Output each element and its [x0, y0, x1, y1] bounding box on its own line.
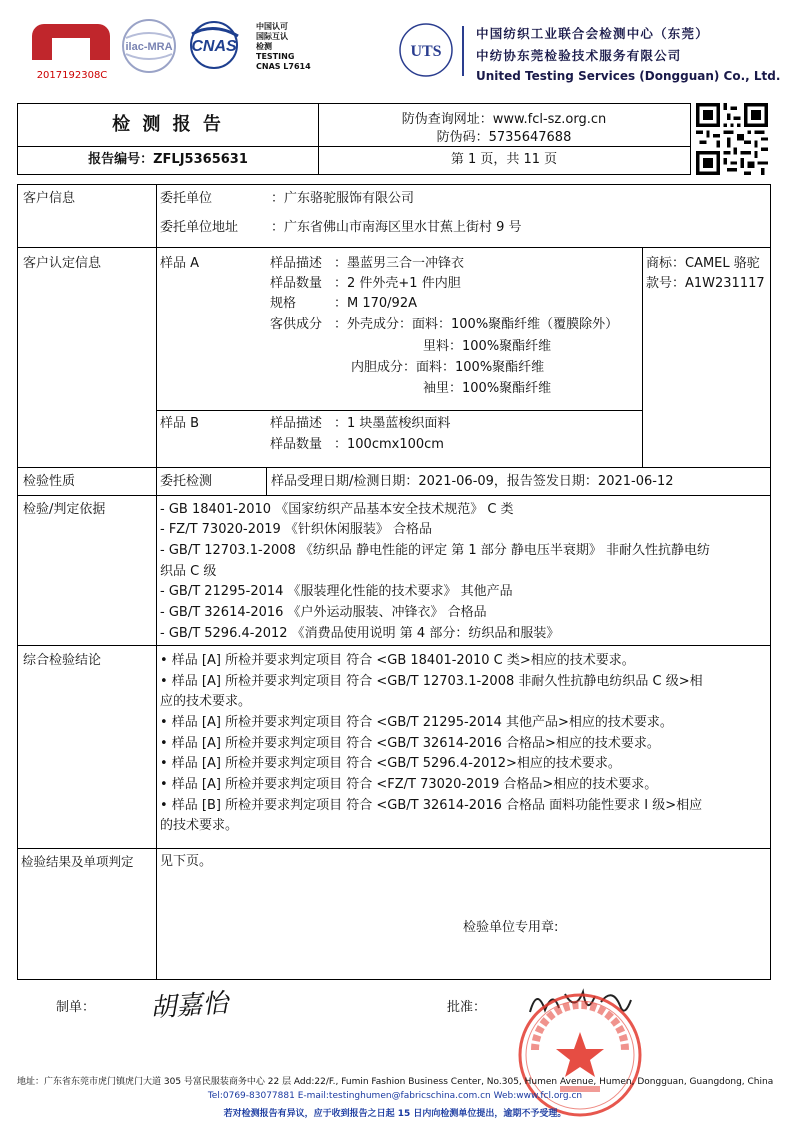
sample-a-desc-label: 样品描述	[270, 256, 323, 271]
basis-line: - GB/T 32614-2016 《户外运动服装、冲锋衣》 合格品	[160, 605, 487, 620]
section-inspection-basis: 检验/判定依据	[23, 502, 106, 517]
footer-notice: 若对检测报告有异议，应于收到报告之日起 15 日内向检测单位提出，逾期不予受理。	[223, 1109, 567, 1119]
cnas-logo	[180, 20, 248, 70]
section-conclusion: 综合检验结论	[23, 653, 102, 668]
conclusion-line: • 样品 [A] 所检并要求判定项目 符合 <GB/T 21295-2014 其他产品>相应的技术要求。	[160, 715, 673, 730]
stamp-label: 检验单位专用章:	[463, 920, 559, 935]
cma-logo	[30, 20, 112, 64]
section-inspection-nature: 检验性质	[23, 474, 76, 489]
report-title: 检 测 报 告	[112, 114, 224, 135]
sample-b-qty-label: 样品数量	[270, 437, 323, 452]
conclusion-line: • 样品 [A] 所检并要求判定项目 符合 <GB/T 32614-2016 合格品>相应的技术要求。	[160, 736, 660, 751]
basis-line: - GB 18401-2010 《国家纺织产品基本安全技术规范》 C 类	[160, 502, 514, 517]
client-address-label: 委托单位地址	[160, 220, 239, 235]
sample-a-qty-label: 样品数量	[270, 276, 323, 291]
basis-line: - FZ/T 73020-2019 《针织休闲服装》 合格品	[160, 522, 433, 537]
cnas-accreditation-text: 中国认可 国际互认 检测 TESTING CNAS L7614	[256, 22, 311, 71]
conclusion-line: • 样品 [B] 所检并要求判定项目 符合 <GB/T 32614-2016 合格品 面料功能性要求 Ⅰ 级>相应	[160, 798, 703, 813]
basis-line: - GB/T 21295-2014 《服装理化性能的技术要求》 其他产品	[160, 584, 513, 599]
section-customer-info: 客户信息	[23, 191, 76, 206]
sample-a-lining: 里料：100%聚酯纤维	[423, 339, 552, 354]
svg-text:UTS: UTS	[410, 43, 442, 60]
maker-signature: 胡嘉怡	[149, 988, 230, 1024]
sample-a-desc-value: ：墨蓝男三合一冲锋衣	[334, 256, 465, 271]
maker-label: 制单：	[56, 1000, 96, 1015]
company-name-cn: 中纺协东莞检验技术服务有限公司	[476, 48, 682, 63]
sample-b-desc-label: 样品描述	[270, 416, 323, 431]
style-number-value: 款号：A1W231117	[646, 276, 765, 291]
section-results: 检验结果及单项判定	[21, 854, 134, 869]
section-confirmed-info: 客户认定信息	[23, 256, 102, 271]
footer-contact: Tel:0769-83077881 E-mail:testinghumen@fabricschina.com.cn Web:www.fcl.org.cn	[207, 1091, 583, 1101]
qr-code-icon	[696, 103, 768, 175]
report-number: 报告编号：ZFLJ5365631	[88, 152, 248, 167]
sample-a-size-value: ：M 170/92A	[334, 296, 417, 311]
basis-line: 织品 C 级	[160, 564, 217, 579]
sample-b-desc-value: ：1 块墨蓝梭织面料	[334, 416, 451, 431]
client-unit-value: ：广东骆驼服饰有限公司	[271, 191, 415, 206]
conclusion-line: • 样品 [A] 所检并要求判定项目 符合 <FZ/T 73020-2019 合格品>相应的技术要求。	[160, 777, 658, 792]
client-unit-label: 委托单位	[160, 191, 213, 206]
anti-fake-code: 防伪码：5735647688	[436, 130, 572, 145]
conclusion-line: • 样品 [A] 所检并要求判定项目 符合 <GB 18401-2010 C 类>相应的技术要求。	[160, 653, 635, 668]
header-divider	[462, 26, 464, 76]
client-address-value: ：广东省佛山市南海区里水甘蕉上街村 9 号	[271, 220, 522, 235]
basis-line: - GB/T 12703.1-2008 《纺织品 静电性能的评定 第 1 部分 静电压半衰期》 非耐久性抗静电纺	[160, 543, 710, 558]
main-info-table	[17, 184, 771, 980]
sample-a-qty-value: ：2 件外壳+1 件内胆	[334, 276, 461, 291]
basis-line: - GB/T 5296.4-2012 《消费品使用说明 第 4 部分：纺织品和服装》	[160, 626, 560, 641]
conclusion-line: • 样品 [A] 所检并要求判定项目 符合 <GB/T 12703.1-2008 非耐久性抗静电纺织品 C 级>相	[160, 674, 703, 689]
inspection-type: 委托检测	[160, 474, 213, 489]
sample-a-label: 样品 A	[160, 256, 200, 271]
conclusion-line: 应的技术要求。	[160, 694, 252, 709]
conclusion-line: • 样品 [A] 所检并要求判定项目 符合 <GB/T 5296.4-2012>相应的技术要求。	[160, 756, 621, 771]
approver-label: 批准：	[447, 1000, 487, 1015]
svg-text:ilac-MRA: ilac-MRA	[125, 41, 173, 53]
footer-address: 地址：广东省东莞市虎门镇虎门大道 305 号富民服装商务中心 22 层 Add:22/F., Fumin Fashion Business Center, No.305, Humen Avenue, Humen, Dongguan, Guangdong, China	[17, 1077, 774, 1087]
uts-logo	[398, 22, 454, 78]
svg-text:MA: MA	[53, 35, 89, 60]
sample-a-inner-liner: 内胆成分：面料：100%聚酯纤维	[351, 360, 545, 375]
results-value: 见下页。	[160, 854, 213, 869]
inspection-dates: 样品受理日期/检测日期：2021-06-09，报告签发日期：2021-06-12	[271, 474, 674, 489]
company-name-en: United Testing Services (Dongguan) Co., Ltd.	[476, 69, 781, 83]
sample-a-size-label: 规格	[270, 296, 297, 311]
brand-value: 商标：CAMEL 骆驼	[646, 256, 760, 271]
lab-name-cn: 中国纺织工业联合会检测中心（东莞）	[476, 26, 709, 41]
sample-a-composition-value: ：外壳成分：面料：100%聚酯纤维（覆膜除外）	[334, 317, 619, 332]
svg-text:CNAS: CNAS	[191, 38, 237, 55]
sample-b-qty-value: ：100cmx100cm	[334, 437, 444, 452]
anti-fake-url: 防伪查询网址：www.fcl-sz.org.cn	[401, 112, 607, 127]
ilac-mra-logo	[118, 18, 180, 74]
page-indicator: 第 1 页，共 11 页	[450, 152, 558, 167]
company-name-block	[476, 24, 780, 83]
report-header-table	[17, 103, 691, 175]
sample-a-sleeve-lining: 袖里：100%聚酯纤维	[423, 381, 552, 396]
cma-number: 2017192308C	[36, 70, 108, 81]
sample-a-composition-label: 客供成分	[270, 317, 323, 332]
conclusion-line: 的技术要求。	[160, 818, 239, 833]
sample-b-label: 样品 B	[160, 416, 200, 431]
